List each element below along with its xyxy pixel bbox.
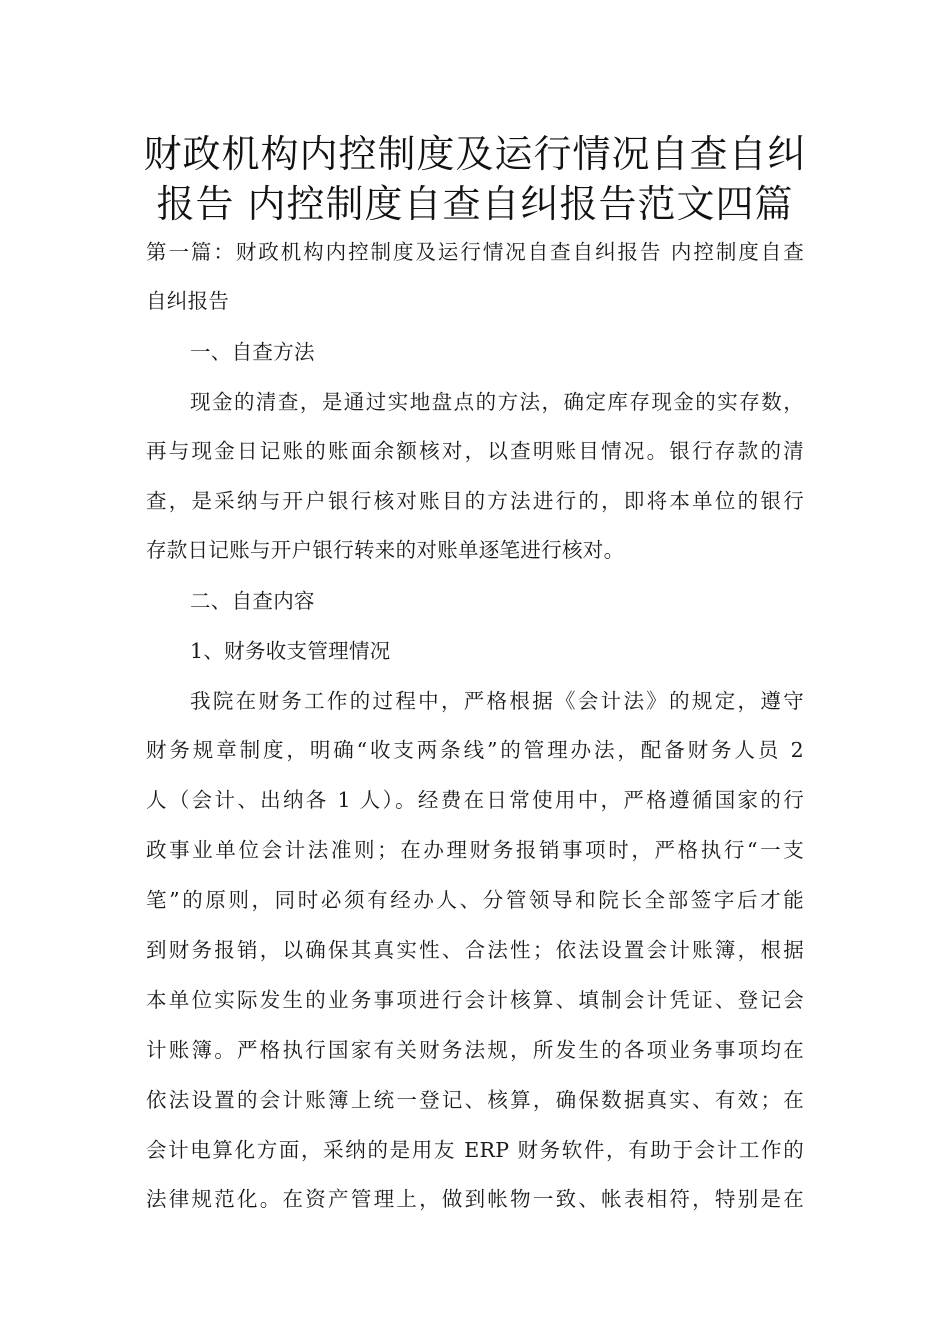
paragraph-line: 本单位实际发生的业务事项进行会计核算、填制会计凭证、登记会: [146, 988, 804, 1012]
section-heading-content: 二、自查内容: [190, 589, 315, 613]
sub-heading-finance: 1、财务收支管理情况: [190, 639, 391, 663]
paragraph-line: 再与现金日记账的账面余额核对，以查明账目情况。银行存款的清: [146, 439, 804, 463]
paragraph-line: 政事业单位会计法准则；在办理财务报销事项时，严格执行“一支: [146, 838, 804, 862]
paragraph-line: 现金的清查，是通过实地盘点的方法，确定库存现金的实存数，: [190, 390, 804, 414]
paragraph-line: 人（会计、出纳各 1 人）。经费在日常使用中，严格遵循国家的行: [146, 788, 804, 812]
section-heading-method: 一、自查方法: [190, 340, 315, 364]
paragraph-line: 计账簿。严格执行国家有关财务法规，所发生的各项业务事项均在: [146, 1038, 804, 1062]
paragraph-line: 依法设置的会计账簿上统一登记、核算，确保数据真实、有效；在: [146, 1088, 804, 1112]
paragraph-line: 存款日记账与开户银行转来的对账单逐笔进行核对。: [146, 538, 625, 562]
paragraph-line: 法律规范化。在资产管理上，做到帐物一致、帐表相符，特别是在: [146, 1187, 804, 1211]
document-title-line-1: 财政机构内控制度及运行情况自查自纠: [143, 132, 807, 176]
document-title-line-2: 报告 内控制度自查自纠报告范文四篇: [156, 182, 794, 226]
paragraph-line: 查，是采纳与开户银行核对账目的方法进行的，即将本单位的银行: [146, 489, 804, 513]
paragraph-line: 我院在财务工作的过程中，严格根据《会计法》的规定，遵守: [190, 689, 804, 713]
paragraph-line: 到财务报销，以确保其真实性、合法性；依法设置会计账簿，根据: [146, 938, 804, 962]
paragraph-line: 会计电算化方面，采纳的是用友 ERP 财务软件，有助于会计工作的: [146, 1138, 804, 1162]
paragraph-line: 笔”的原则，同时必须有经办人、分管领导和院长全部签字后才能: [146, 888, 804, 912]
chapter-heading-line-1: 第一篇：财政机构内控制度及运行情况自查自纠报告 内控制度自查: [146, 240, 804, 264]
chapter-heading-line-2: 自纠报告: [146, 289, 230, 313]
paragraph-line: 财务规章制度，明确“收支两条线”的管理办法，配备财务人员 2: [146, 738, 804, 762]
